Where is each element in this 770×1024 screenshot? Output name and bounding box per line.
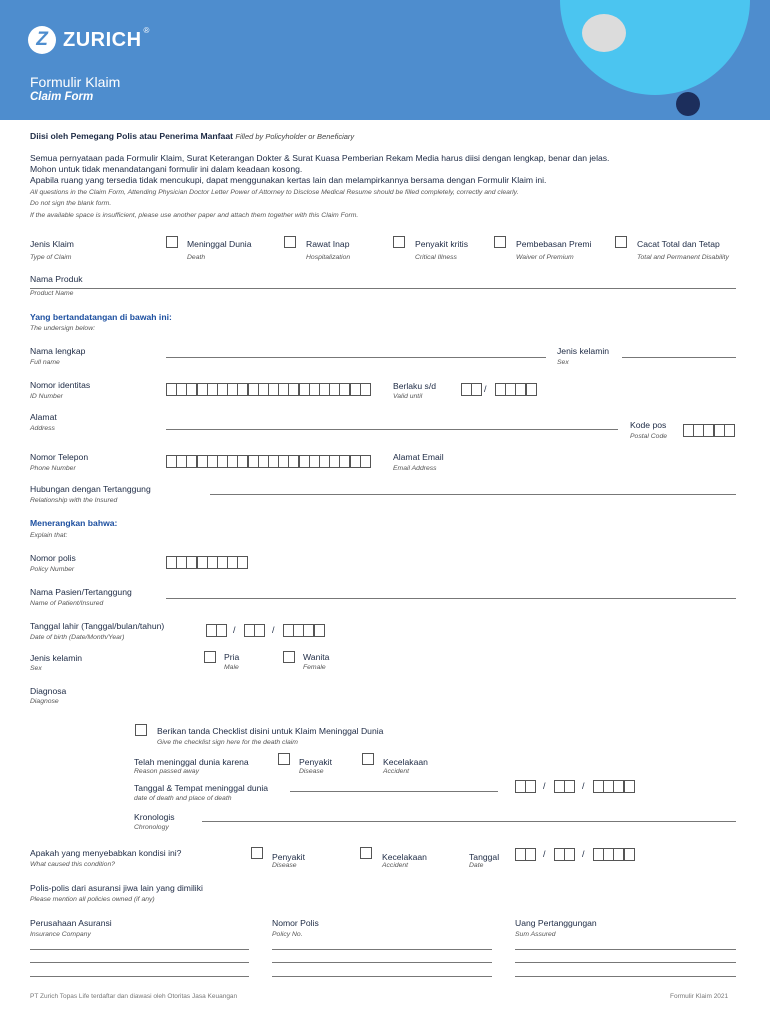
male-label-en: Male	[224, 664, 239, 671]
death-accident-label: Kecelakaan	[383, 757, 428, 767]
other-policies-heading: Polis-polis dari asuransi jiwa lain yang dimiliki	[30, 883, 203, 893]
policy-row-3-company[interactable]	[30, 976, 249, 977]
valid-until-label: Berlaku s/d	[393, 381, 436, 391]
dob-label: Tanggal lahir (Tanggal/bulan/tahun)	[30, 621, 165, 631]
email-label-en: Email Address	[393, 465, 437, 472]
cause-accident-label: Kecelakaan	[382, 852, 427, 862]
header-banner	[0, 0, 770, 120]
col-sum-assured-en: Sum Assured	[515, 931, 556, 938]
product-name-label-en: Product Name	[30, 290, 74, 297]
date-separator: /	[543, 849, 546, 859]
phone-label-en: Phone Number	[30, 465, 76, 472]
cause-month-boxes[interactable]	[554, 848, 574, 861]
option-critical-illness: Penyakit kritis	[415, 239, 469, 249]
policy-number-label-en: Policy Number	[30, 566, 75, 573]
date-separator: /	[582, 781, 585, 791]
checkbox-death[interactable]	[166, 236, 178, 248]
death-date-place-label: Tanggal & Tempat meninggal dunia	[134, 783, 269, 793]
death-day-boxes[interactable]	[515, 780, 535, 793]
phone-boxes[interactable]	[166, 455, 370, 468]
checkbox-death-accident[interactable]	[362, 753, 374, 765]
address-label-en: Address	[30, 425, 55, 432]
undersigned-heading-en: The undersign below:	[30, 325, 95, 332]
postal-code-label: Kode pos	[630, 420, 667, 430]
checkbox-total-disability[interactable]	[615, 236, 627, 248]
cause-question-label-en: What caused this condition?	[30, 861, 116, 868]
sex-field[interactable]	[622, 357, 736, 358]
sex-label: Jenis kelamin	[557, 346, 610, 356]
policy-row-2-number[interactable]	[272, 962, 492, 963]
form-title: Formulir Klaim	[30, 74, 121, 90]
death-disease-label: Penyakit	[299, 757, 332, 767]
checkbox-cause-disease[interactable]	[251, 847, 263, 859]
valid-year-boxes[interactable]	[495, 383, 536, 396]
intro-line-2: Mohon untuk tidak menandatangani formulir ini dalam keadaan kosong.	[30, 164, 303, 174]
undersigned-heading: Yang bertandatangan di bawah ini:	[30, 312, 172, 322]
postal-code-label-en: Postal Code	[630, 433, 668, 440]
id-number-label-en: ID Number	[30, 393, 63, 400]
checkbox-male[interactable]	[204, 651, 216, 663]
decorative-gray-circle	[582, 14, 626, 52]
option-critical-illness-en: Critical Illness	[415, 254, 457, 261]
death-place-field[interactable]	[290, 791, 498, 792]
patient-name-label-en: Name of Patient/Insured	[30, 600, 104, 607]
death-date-place-label-en: date of death and place of death	[134, 795, 232, 802]
id-number-boxes[interactable]	[166, 383, 370, 396]
death-accident-label-en: Accident	[383, 768, 410, 775]
death-check-label: Berikan tanda Checklist disini untuk Klaim Meninggal Dunia	[157, 726, 384, 736]
intro-line-4: All questions in the Claim Form, Attending Physician Doctor Letter Power of Attorney to Disclose Medical Resume should be filled completely, correctly and clearly.	[30, 189, 519, 196]
policy-row-3-sum[interactable]	[515, 976, 736, 977]
cause-day-boxes[interactable]	[515, 848, 535, 861]
col-sum-assured: Uang Pertanggungan	[515, 918, 597, 928]
id-number-label: Nomor identitas	[30, 380, 91, 390]
dob-month-boxes[interactable]	[244, 624, 264, 637]
col-policy-no-en: Policy No.	[272, 931, 303, 938]
address-field[interactable]	[166, 429, 618, 430]
decorative-semicircle	[560, 0, 750, 95]
checkbox-hospitalization[interactable]	[284, 236, 296, 248]
valid-month-boxes[interactable]	[461, 383, 481, 396]
option-total-disability-en: Total and Permanent Disability	[637, 254, 729, 261]
policy-row-2-company[interactable]	[30, 962, 249, 963]
product-name-field[interactable]	[30, 288, 736, 289]
death-check-label-en: Give the checklist sign here for the death claim	[157, 739, 298, 746]
death-year-boxes[interactable]	[593, 780, 634, 793]
checkbox-death-disease[interactable]	[278, 753, 290, 765]
checkbox-female[interactable]	[283, 651, 295, 663]
policy-row-3-number[interactable]	[272, 976, 492, 977]
date-separator: /	[233, 625, 236, 635]
dob-day-boxes[interactable]	[206, 624, 226, 637]
cause-date-label-en: Date	[469, 862, 484, 869]
female-label: Wanita	[303, 652, 330, 662]
policy-row-1-company[interactable]	[30, 949, 249, 950]
checkbox-cause-accident[interactable]	[360, 847, 372, 859]
date-separator: /	[582, 849, 585, 859]
death-disease-label-en: Disease	[299, 768, 324, 775]
policy-row-2-sum[interactable]	[515, 962, 736, 963]
dob-label-en: Date of birth (Date/Month/Year)	[30, 634, 125, 641]
option-total-disability: Cacat Total dan Tetap	[637, 239, 720, 249]
decorative-navy-dot	[676, 92, 700, 116]
cause-question-label: Apakah yang menyebabkan kondisi ini?	[30, 848, 182, 858]
chronology-label-en: Chronology	[134, 824, 169, 831]
option-waiver-premium-en: Waiver of Premium	[516, 254, 574, 261]
policy-number-boxes[interactable]	[166, 556, 248, 569]
death-reason-label-en: Reason passed away	[134, 768, 199, 775]
male-label: Pria	[224, 652, 240, 662]
form-subtitle: Claim Form	[30, 91, 94, 103]
intro-line-1: Semua pernyataan pada Formulir Klaim, Surat Keterangan Dokter & Surat Kuasa Pemberian Rekam Media harus diisi dengan lengkap, benar dan jelas.	[30, 153, 610, 163]
full-name-label-en: Full name	[30, 359, 60, 366]
policy-row-1-number[interactable]	[272, 949, 492, 950]
death-month-boxes[interactable]	[554, 780, 574, 793]
address-label: Alamat	[30, 412, 57, 422]
sex-label-en: Sex	[557, 359, 569, 366]
zurich-logo	[28, 26, 149, 54]
explain-heading: Menerangkan bahwa:	[30, 518, 118, 528]
patient-sex-label-en: Sex	[30, 665, 42, 672]
diagnosis-label: Diagnosa	[30, 686, 67, 696]
policy-row-1-sum[interactable]	[515, 949, 736, 950]
relationship-label: Hubungan dengan Tertanggung	[30, 484, 151, 494]
col-insurance-company-en: Insurance Company	[30, 931, 91, 938]
footer-regulator-note: PT Zurich Topas Life terdaftar dan diawasi oleh Otoritas Jasa Keuangan	[30, 993, 238, 1000]
checkbox-critical-illness[interactable]	[393, 236, 405, 248]
phone-label: Nomor Telepon	[30, 452, 89, 462]
date-separator: /	[272, 625, 275, 635]
chronology-field[interactable]	[202, 821, 736, 822]
relationship-field[interactable]	[210, 494, 736, 495]
full-name-label: Nama lengkap	[30, 346, 86, 356]
cause-date-label: Tanggal	[469, 852, 500, 862]
option-hospitalization: Rawat Inap	[306, 239, 350, 249]
valid-until-label-en: Valid until	[393, 393, 423, 400]
registered-mark: ®	[143, 26, 150, 35]
relationship-label-en: Relationship with the Insured	[30, 497, 118, 504]
option-waiver-premium: Pembebasan Premi	[516, 239, 592, 249]
date-separator: /	[484, 384, 487, 394]
checkbox-waiver-premium[interactable]	[494, 236, 506, 248]
product-name-label: Nama Produk	[30, 274, 83, 284]
intro-line-6: If the available space is insufficient, please use another paper and attach them together with this Claim Form.	[30, 212, 359, 219]
option-death-en: Death	[187, 254, 206, 261]
cause-year-boxes[interactable]	[593, 848, 634, 861]
intro-heading: Diisi oleh Pemegang Polis atau Penerima Manfaat Filled by Policyholder or Beneficiary	[30, 131, 355, 141]
cause-disease-label-en: Disease	[272, 862, 297, 869]
col-insurance-company: Perusahaan Asuransi	[30, 918, 112, 928]
other-policies-heading-en: Please mention all policies owned (if any)	[30, 896, 155, 903]
explain-heading-en: Explain that:	[30, 532, 68, 539]
chronology-label: Kronologis	[134, 812, 175, 822]
zurich-logo-icon: Z	[28, 26, 56, 54]
death-reason-label: Telah meninggal dunia karena	[134, 757, 249, 767]
cause-disease-label: Penyakit	[272, 852, 305, 862]
female-label-en: Female	[303, 664, 326, 671]
option-death: Meninggal Dunia	[187, 239, 252, 249]
policy-number-label: Nomor polis	[30, 553, 76, 563]
patient-name-field[interactable]	[166, 598, 736, 599]
diagnosis-label-en: Diagnose	[30, 698, 59, 705]
footer-form-version: Formulir Klaim 2021	[670, 993, 729, 1000]
intro-line-5: Do not sign the blank form.	[30, 200, 112, 207]
date-separator: /	[543, 781, 546, 791]
intro-line-3: Apabila ruang yang tersedia tidak mencukupi, dapat menggunakan kertas lain dan melampirkannya bersama dengan Formulir Klaim ini.	[30, 175, 547, 185]
email-label: Alamat Email	[393, 452, 444, 462]
postal-code-boxes[interactable]	[683, 424, 734, 437]
checkbox-death-claim[interactable]	[135, 724, 147, 736]
patient-name-label: Nama Pasien/Tertanggung	[30, 587, 132, 597]
cause-accident-label-en: Accident	[382, 862, 409, 869]
claim-type-label: Jenis Klaim	[30, 239, 74, 249]
brand-name: ZURICH	[63, 28, 142, 51]
patient-sex-label: Jenis kelamin	[30, 653, 83, 663]
claim-type-label-en: Type of Claim	[30, 254, 72, 261]
full-name-field[interactable]	[166, 357, 546, 358]
dob-year-boxes[interactable]	[283, 624, 324, 637]
option-hospitalization-en: Hospitalization	[306, 254, 351, 261]
col-policy-no: Nomor Polis	[272, 918, 319, 928]
